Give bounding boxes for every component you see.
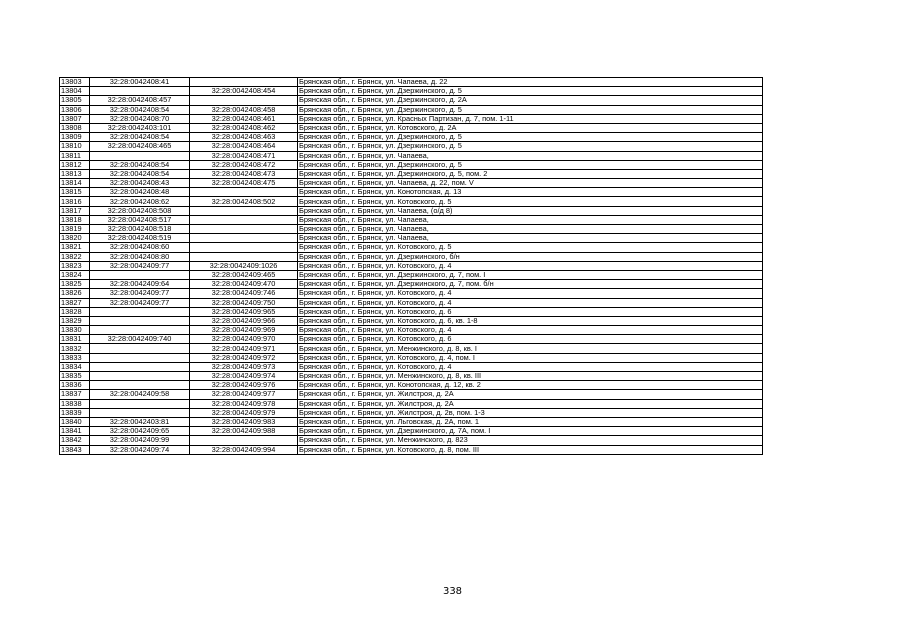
table-row [60, 326, 763, 335]
row-number-cell: 13816 [60, 197, 90, 206]
table-row [60, 307, 763, 316]
address-cell: Брянская обл., г. Брянск, ул. Чапаева, [298, 215, 763, 224]
cadastral-number-cell: 32:28:0042408:54 [90, 133, 190, 142]
row-number-cell: 13806 [60, 105, 90, 114]
cadastral-number-cell: 32:28:0042408:54 [90, 105, 190, 114]
cadastral-number-cell: 32:28:0042408:517 [90, 215, 190, 224]
table-row [60, 335, 763, 344]
table-row [60, 353, 763, 362]
row-number-cell: 13834 [60, 362, 90, 371]
row-number-cell: 13841 [60, 427, 90, 436]
address-cell: Брянская обл., г. Брянск, ул. Жилстроя, д. 2А [298, 390, 763, 399]
address-cell: Брянская обл., г. Брянск, ул. Котовского, д. 4 [298, 362, 763, 371]
row-number-cell: 13804 [60, 87, 90, 96]
cadastral-number-cell [90, 381, 190, 390]
cadastral-number-cell: 32:28:0042408:457 [90, 96, 190, 105]
cadastral-number-cell: 32:28:0042409:64 [90, 280, 190, 289]
cadastral-number-cell: 32:28:0042408:519 [90, 234, 190, 243]
table-row [60, 123, 763, 132]
cadastral-number-cell [90, 344, 190, 353]
row-number-cell: 13828 [60, 307, 90, 316]
cadastral-number-cell: 32:28:0042409:58 [90, 390, 190, 399]
address-cell: Брянская обл., г. Брянск, ул. Чапаева, д. 22 [298, 78, 763, 87]
address-cell: Брянская обл., г. Брянск, ул. Чапаева, (о/д 8) [298, 206, 763, 215]
table-row [60, 151, 763, 160]
cadastral-number-secondary-cell [190, 436, 298, 445]
cadastral-number-secondary-cell: 32:28:0042409:970 [190, 335, 298, 344]
cadastral-number-secondary-cell: 32:28:0042409:983 [190, 417, 298, 426]
cadastral-number-secondary-cell [190, 252, 298, 261]
address-cell: Брянская обл., г. Брянск, ул. Чапаева, д. 22, пом. V [298, 179, 763, 188]
cadastral-number-secondary-cell: 32:28:0042409:979 [190, 408, 298, 417]
table-row [60, 169, 763, 178]
cadastral-number-cell [90, 372, 190, 381]
cadastral-number-secondary-cell: 32:28:0042409:966 [190, 316, 298, 325]
cadastral-number-cell: 32:28:0042408:60 [90, 243, 190, 252]
address-cell: Брянская обл., г. Брянск, ул. Котовского, д. 4 [298, 298, 763, 307]
address-cell: Брянская обл., г. Брянск, ул. Менжинского, д. 8, кв. III [298, 372, 763, 381]
cadastral-number-secondary-cell: 32:28:0042408:454 [190, 87, 298, 96]
address-cell: Брянская обл., г. Брянск, ул. Дзержинского, д. 5, пом. 2 [298, 169, 763, 178]
cadastral-number-secondary-cell: 32:28:0042409:973 [190, 362, 298, 371]
row-number-cell: 13807 [60, 114, 90, 123]
address-cell: Брянская обл., г. Брянск, ул. Дзержинского, д. 5 [298, 142, 763, 151]
table-row [60, 445, 763, 454]
table-row [60, 408, 763, 417]
cadastral-number-secondary-cell: 32:28:0042408:473 [190, 169, 298, 178]
cadastral-number-cell: 32:28:0042409:74 [90, 445, 190, 454]
cadastral-number-secondary-cell: 32:28:0042409:971 [190, 344, 298, 353]
row-number-cell: 13803 [60, 78, 90, 87]
table-row [60, 234, 763, 243]
cadastral-number-cell: 32:28:0042408:518 [90, 225, 190, 234]
row-number-cell: 13842 [60, 436, 90, 445]
cadastral-number-cell [90, 408, 190, 417]
cadastral-number-secondary-cell: 32:28:0042409:465 [190, 270, 298, 279]
cadastral-number-cell: 32:28:0042408:54 [90, 169, 190, 178]
cadastral-number-cell: 32:28:0042408:41 [90, 78, 190, 87]
row-number-cell: 13830 [60, 326, 90, 335]
row-number-cell: 13826 [60, 289, 90, 298]
row-number-cell: 13824 [60, 270, 90, 279]
address-cell: Брянская обл., г. Брянск, ул. Менжинского, д. 8, кв. I [298, 344, 763, 353]
cadastral-number-secondary-cell: 32:28:0042409:977 [190, 390, 298, 399]
row-number-cell: 13814 [60, 179, 90, 188]
row-number-cell: 13822 [60, 252, 90, 261]
address-cell: Брянская обл., г. Брянск, ул. Чапаева, [298, 151, 763, 160]
table-row [60, 197, 763, 206]
address-cell: Брянская обл., г. Брянск, ул. Дзержинского, д. 2А [298, 96, 763, 105]
cadastral-number-cell: 32:28:0042408:70 [90, 114, 190, 123]
cadastral-number-cell: 32:28:0042408:43 [90, 179, 190, 188]
table-row [60, 243, 763, 252]
address-cell: Брянская обл., г. Брянск, ул. Жилстроя, д. 2в, пом. 1-3 [298, 408, 763, 417]
cadastral-number-secondary-cell: 32:28:0042408:502 [190, 197, 298, 206]
cadastral-number-cell: 32:28:0042403:101 [90, 123, 190, 132]
table-row [60, 105, 763, 114]
address-cell: Брянская обл., г. Брянск, ул. Котовского, д. 5 [298, 243, 763, 252]
cadastral-number-secondary-cell: 32:28:0042408:463 [190, 133, 298, 142]
table-row [60, 362, 763, 371]
address-cell: Брянская обл., г. Брянск, ул. Дзержинского, д. 5 [298, 160, 763, 169]
row-number-cell: 13838 [60, 399, 90, 408]
table-row [60, 114, 763, 123]
table-row [60, 316, 763, 325]
cadastral-number-secondary-cell [190, 243, 298, 252]
cadastral-number-secondary-cell: 32:28:0042409:470 [190, 280, 298, 289]
row-number-cell: 13808 [60, 123, 90, 132]
cadastral-number-secondary-cell [190, 215, 298, 224]
table-row [60, 87, 763, 96]
table-row [60, 399, 763, 408]
cadastral-number-secondary-cell: 32:28:0042408:464 [190, 142, 298, 151]
table-row [60, 417, 763, 426]
cadastral-number-secondary-cell: 32:28:0042409:978 [190, 399, 298, 408]
cadastral-number-secondary-cell: 32:28:0042409:994 [190, 445, 298, 454]
address-cell: Брянская обл., г. Брянск, ул. Котовского, д. 5 [298, 197, 763, 206]
cadastral-number-secondary-cell: 32:28:0042409:750 [190, 298, 298, 307]
cadastral-number-secondary-cell: 32:28:0042408:475 [190, 179, 298, 188]
row-number-cell: 13819 [60, 225, 90, 234]
address-cell: Брянская обл., г. Брянск, ул. Котовского, д. 6 [298, 335, 763, 344]
registry-table [59, 77, 763, 455]
address-cell: Брянская обл., г. Брянск, ул. Менжинского, д. 823 [298, 436, 763, 445]
cadastral-number-secondary-cell [190, 96, 298, 105]
row-number-cell: 13831 [60, 335, 90, 344]
address-cell: Брянская обл., г. Брянск, ул. Котовского, д. 6, кв. 1-8 [298, 316, 763, 325]
row-number-cell: 13825 [60, 280, 90, 289]
row-number-cell: 13835 [60, 372, 90, 381]
address-cell: Брянская обл., г. Брянск, ул. Котовского, д. 4 [298, 289, 763, 298]
table-row [60, 344, 763, 353]
cadastral-number-cell [90, 362, 190, 371]
row-number-cell: 13829 [60, 316, 90, 325]
cadastral-number-secondary-cell: 32:28:0042409:969 [190, 326, 298, 335]
cadastral-number-secondary-cell: 32:28:0042408:458 [190, 105, 298, 114]
page-number: 338 [442, 586, 463, 597]
table-row [60, 270, 763, 279]
cadastral-number-cell: 32:28:0042408:80 [90, 252, 190, 261]
row-number-cell: 13827 [60, 298, 90, 307]
cadastral-number-secondary-cell [190, 78, 298, 87]
table-row [60, 427, 763, 436]
row-number-cell: 13821 [60, 243, 90, 252]
cadastral-number-cell [90, 270, 190, 279]
address-cell: Брянская обл., г. Брянск, ул. Жилстроя, д. 2А [298, 399, 763, 408]
cadastral-number-cell [90, 151, 190, 160]
table-row [60, 215, 763, 224]
cadastral-number-cell: 32:28:0042408:54 [90, 160, 190, 169]
cadastral-number-cell [90, 316, 190, 325]
row-number-cell: 13840 [60, 417, 90, 426]
row-number-cell: 13820 [60, 234, 90, 243]
table-row [60, 188, 763, 197]
row-number-cell: 13812 [60, 160, 90, 169]
address-cell: Брянская обл., г. Брянск, ул. Чапаева, [298, 234, 763, 243]
address-cell: Брянская обл., г. Брянск, ул. Котовского, д. 4, пом. I [298, 353, 763, 362]
cadastral-number-cell [90, 87, 190, 96]
table-row [60, 225, 763, 234]
table-row [60, 298, 763, 307]
cadastral-number-cell: 32:28:0042409:77 [90, 289, 190, 298]
cadastral-number-cell [90, 307, 190, 316]
address-cell: Брянская обл., г. Брянск, ул. Котовского, д. 2А [298, 123, 763, 132]
cadastral-number-secondary-cell [190, 225, 298, 234]
cadastral-number-secondary-cell: 32:28:0042409:988 [190, 427, 298, 436]
table-row [60, 372, 763, 381]
row-number-cell: 13818 [60, 215, 90, 224]
row-number-cell: 13833 [60, 353, 90, 362]
address-cell: Брянская обл., г. Брянск, ул. Чапаева, [298, 225, 763, 234]
table-row [60, 206, 763, 215]
cadastral-number-cell [90, 353, 190, 362]
table-row [60, 280, 763, 289]
cadastral-number-secondary-cell: 32:28:0042409:976 [190, 381, 298, 390]
cadastral-number-secondary-cell: 32:28:0042408:461 [190, 114, 298, 123]
cadastral-number-secondary-cell: 32:28:0042408:472 [190, 160, 298, 169]
address-cell: Брянская обл., г. Брянск, ул. Дзержинского, д. 7, пом. б/н [298, 280, 763, 289]
address-cell: Брянская обл., г. Брянск, ул. Котовского, д. 4 [298, 326, 763, 335]
table-row [60, 160, 763, 169]
cadastral-number-cell [90, 326, 190, 335]
cadastral-number-secondary-cell: 32:28:0042409:965 [190, 307, 298, 316]
address-cell: Брянская обл., г. Брянск, ул. Дзержинского, д. 7А, пом. I [298, 427, 763, 436]
cadastral-number-cell: 32:28:0042409:99 [90, 436, 190, 445]
cadastral-number-secondary-cell: 32:28:0042409:1026 [190, 261, 298, 270]
cadastral-number-cell: 32:28:0042403:81 [90, 417, 190, 426]
row-number-cell: 13823 [60, 261, 90, 270]
row-number-cell: 13805 [60, 96, 90, 105]
address-cell: Брянская обл., г. Брянск, ул. Дзержинского, д. 5 [298, 133, 763, 142]
table-row [60, 78, 763, 87]
row-number-cell: 13810 [60, 142, 90, 151]
cadastral-number-cell: 32:28:0042409:65 [90, 427, 190, 436]
table-row [60, 381, 763, 390]
address-cell: Брянская обл., г. Брянск, ул. Дзержинского, д. 5 [298, 105, 763, 114]
row-number-cell: 13817 [60, 206, 90, 215]
cadastral-number-cell: 32:28:0042408:508 [90, 206, 190, 215]
row-number-cell: 13815 [60, 188, 90, 197]
table-row [60, 142, 763, 151]
table-row [60, 390, 763, 399]
table-row [60, 96, 763, 105]
address-cell: Брянская обл., г. Брянск, ул. Дзержинского, д. 5 [298, 87, 763, 96]
cadastral-number-cell: 32:28:0042409:740 [90, 335, 190, 344]
cadastral-number-cell: 32:28:0042408:465 [90, 142, 190, 151]
cadastral-number-cell: 32:28:0042408:62 [90, 197, 190, 206]
cadastral-number-cell [90, 399, 190, 408]
cadastral-number-secondary-cell: 32:28:0042409:746 [190, 289, 298, 298]
table-row [60, 133, 763, 142]
table-row [60, 261, 763, 270]
cadastral-number-cell: 32:28:0042409:77 [90, 261, 190, 270]
address-cell: Брянская обл., г. Брянск, ул. Конотопская, д. 13 [298, 188, 763, 197]
row-number-cell: 13813 [60, 169, 90, 178]
row-number-cell: 13843 [60, 445, 90, 454]
row-number-cell: 13839 [60, 408, 90, 417]
cadastral-number-secondary-cell: 32:28:0042408:471 [190, 151, 298, 160]
address-cell: Брянская обл., г. Брянск, ул. Льговская, д. 2А, пом. 1 [298, 417, 763, 426]
row-number-cell: 13836 [60, 381, 90, 390]
table-row [60, 179, 763, 188]
cadastral-number-secondary-cell [190, 234, 298, 243]
cadastral-number-secondary-cell: 32:28:0042409:974 [190, 372, 298, 381]
row-number-cell: 13832 [60, 344, 90, 353]
address-cell: Брянская обл., г. Брянск, ул. Дзержинского, б/н [298, 252, 763, 261]
address-cell: Брянская обл., г. Брянск, ул. Котовского, д. 6 [298, 307, 763, 316]
registry-table-body [60, 78, 763, 455]
address-cell: Брянская обл., г. Брянск, ул. Красных Партизан, д. 7, пом. 1-11 [298, 114, 763, 123]
row-number-cell: 13809 [60, 133, 90, 142]
table-row [60, 252, 763, 261]
table-row [60, 289, 763, 298]
row-number-cell: 13811 [60, 151, 90, 160]
cadastral-number-secondary-cell: 32:28:0042408:462 [190, 123, 298, 132]
address-cell: Брянская обл., г. Брянск, ул. Котовского, д. 8, пом. III [298, 445, 763, 454]
address-cell: Брянская обл., г. Брянск, ул. Дзержинского, д. 7, пом. I [298, 270, 763, 279]
table-row [60, 436, 763, 445]
cadastral-number-secondary-cell: 32:28:0042409:972 [190, 353, 298, 362]
cadastral-number-secondary-cell [190, 206, 298, 215]
address-cell: Брянская обл., г. Брянск, ул. Котовского, д. 4 [298, 261, 763, 270]
cadastral-number-cell: 32:28:0042409:77 [90, 298, 190, 307]
cadastral-number-secondary-cell [190, 188, 298, 197]
cadastral-number-cell: 32:28:0042408:48 [90, 188, 190, 197]
row-number-cell: 13837 [60, 390, 90, 399]
address-cell: Брянская обл., г. Брянск, ул. Конотопская, д. 12, кв. 2 [298, 381, 763, 390]
